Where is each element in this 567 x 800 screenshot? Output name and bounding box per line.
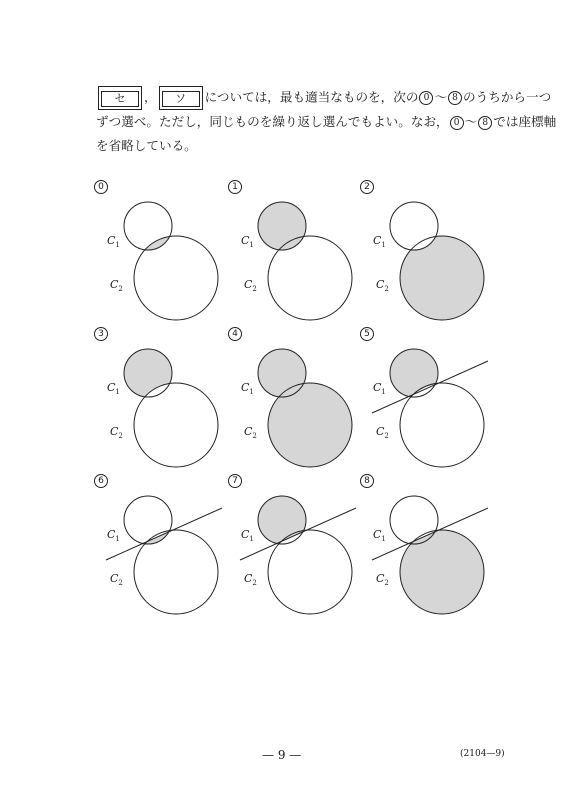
shaded-region	[368, 333, 490, 415]
figure-option-6	[107, 490, 232, 630]
range-tilde: ～	[434, 89, 448, 105]
figure-option-5	[373, 343, 498, 483]
option-label-0: 0	[94, 180, 108, 194]
answer-box-se	[98, 86, 142, 110]
option-label-5: 5	[360, 327, 374, 341]
label-c1: $C_1$	[241, 381, 254, 396]
option-label-6: 6	[94, 474, 108, 488]
figure-option-2	[373, 196, 498, 336]
instruction-line-3	[96, 136, 197, 156]
figure-option-3	[107, 343, 232, 483]
label-c2: $C_2$	[110, 572, 123, 587]
circle-c2	[268, 530, 352, 614]
instruction-text-2b: では座標軸	[493, 114, 557, 129]
range-tilde-2: ～	[464, 114, 478, 129]
page-number: — 9 —	[262, 748, 302, 762]
circle-c2	[134, 236, 218, 320]
label-c2: $C_2$	[110, 278, 123, 293]
label-c1: $C_1$	[241, 234, 254, 249]
range-end-badge: 8	[448, 91, 462, 105]
label-c2: $C_2$	[376, 278, 389, 293]
range-end-badge-2: 8	[478, 116, 492, 130]
figure-option-0	[107, 196, 232, 336]
figure-option-8	[373, 490, 498, 630]
label-c1: $C_1$	[373, 381, 386, 396]
instruction-text-1b: のうちから一つ	[463, 89, 552, 105]
circle-c1	[124, 496, 172, 544]
range-start-badge: 0	[419, 91, 433, 105]
instruction-line-2	[96, 112, 556, 132]
label-c2: $C_2$	[376, 572, 389, 587]
label-c1: $C_1$	[241, 528, 254, 543]
label-c1: $C_1$	[373, 528, 386, 543]
circle-c2	[134, 530, 218, 614]
instruction-text-2a: ずつ選べ。ただし，同じものを繰り返し選んでもよい。なお，	[96, 114, 449, 129]
circle-c2	[400, 383, 484, 467]
option-label-3: 3	[94, 327, 108, 341]
option-label-4: 4	[228, 327, 242, 341]
label-c2: $C_2$	[244, 425, 257, 440]
label-c2: $C_2$	[244, 572, 257, 587]
label-c1: $C_1$	[107, 234, 120, 249]
circle-c1	[124, 202, 172, 250]
label-c1: $C_1$	[107, 381, 120, 396]
label-c1: $C_1$	[373, 234, 386, 249]
answer-box-se-label: セ	[101, 91, 139, 107]
circle-c2	[268, 236, 352, 320]
circle-c1	[390, 202, 438, 250]
option-label-7: 7	[228, 474, 242, 488]
option-label-2: 2	[360, 180, 374, 194]
label-c1: $C_1$	[107, 528, 120, 543]
exam-code: (2104—9)	[460, 749, 505, 759]
answer-box-so	[159, 86, 203, 110]
separator: ，	[144, 89, 157, 105]
figure-option-4	[241, 343, 366, 483]
figure-option-7	[241, 490, 366, 630]
instruction-line-1	[96, 86, 551, 110]
label-c2: $C_2$	[376, 425, 389, 440]
range-start-badge-2: 0	[450, 116, 464, 130]
circle-c2	[134, 383, 218, 467]
instruction-text-3: を省略している。	[96, 138, 197, 153]
label-c2: $C_2$	[244, 278, 257, 293]
option-label-8: 8	[360, 474, 374, 488]
answer-box-so-label: ソ	[162, 91, 200, 107]
shaded-region	[236, 480, 358, 562]
line	[106, 508, 222, 560]
label-c2: $C_2$	[110, 425, 123, 440]
figure-option-1	[241, 196, 366, 336]
option-label-1: 1	[228, 180, 242, 194]
instruction-text-1a: については，最も適当なものを，次の	[204, 89, 419, 105]
